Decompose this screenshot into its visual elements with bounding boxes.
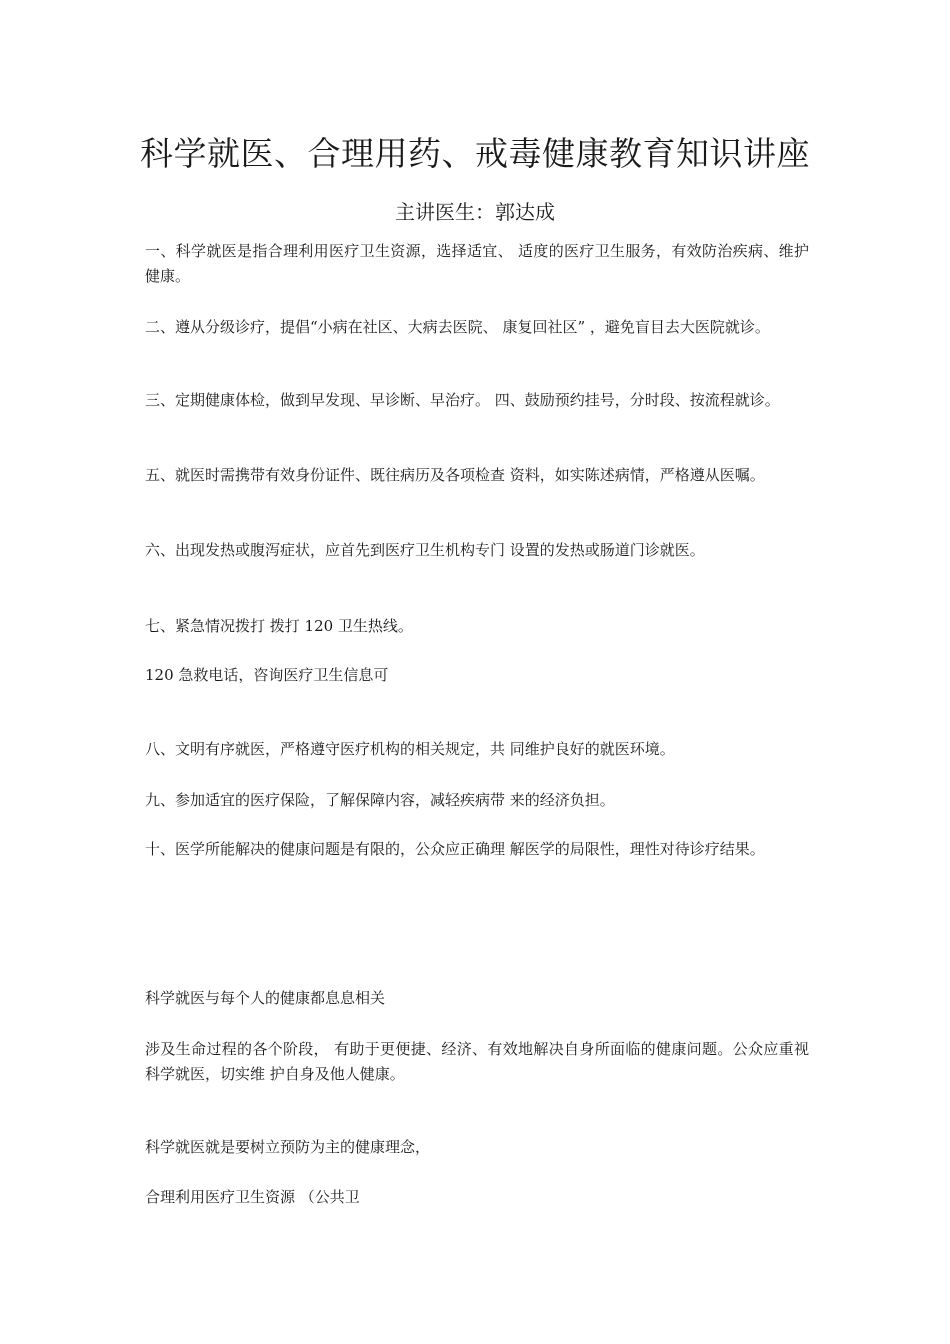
- paragraph-8: 八、文明有序就医，严格遵守医疗机构的相关规定，共 同维护良好的就医环境。: [145, 740, 675, 758]
- paragraph-10: 十、医学所能解决的健康问题是有限的，公众应正确理 解医学的局限性，理性对待诊疗结果。: [145, 840, 765, 858]
- paragraph-5: 六、出现发热或腹泻症状，应首先到医疗卫生机构专门 设置的发热或肠道门诊就医。: [145, 541, 705, 559]
- document-title: 科学就医、合理用药、戒毒健康教育知识讲座: [140, 134, 810, 173]
- paragraph-1: 一、科学就医是指合理利用医疗卫生资源，选择适宜、 适度的医疗卫生服务，有效防治疾病、维护健康。: [145, 242, 809, 285]
- paragraph-13: 科学就医就是要树立预防为主的健康理念，: [145, 1138, 431, 1156]
- paragraph-2: 二、遵从分级诊疗，提倡“小病在社区、大病去医院、 康复回社区” ，避免盲目去大医院就诊。: [145, 318, 770, 336]
- paragraph-4: 五、就医时需携带有效身份证件、既往病历及各项检查 资料，如实陈述病情，严格遵从医嘱。: [145, 466, 765, 484]
- document-subtitle: 主讲医生：郭达成: [395, 200, 555, 224]
- paragraph-3: 三、定期健康体检，做到早发现、早诊断、早治疗。 四、鼓励预约挂号，分时段、按流程就诊。: [145, 391, 780, 409]
- paragraph-7: 120 急救电话，咨询医疗卫生信息可: [145, 666, 389, 684]
- paragraph-12: 涉及生命过程的各个阶段， 有助于更便捷、经济、有效地解决自身所面临的健康问题。公众应重视科学就医，切实维 护自身及他人健康。: [145, 1040, 809, 1083]
- paragraph-14: 合理利用医疗卫生资源 （公共卫: [145, 1188, 360, 1206]
- paragraph-9: 九、参加适宜的医疗保险，了解保障内容，减轻疾病带 来的经济负担。: [145, 791, 615, 809]
- paragraph-11: 科学就医与每个人的健康都息息相关: [145, 989, 386, 1007]
- paragraph-6: 七、紧急情况拨打 拨打 120 卫生热线。: [145, 617, 413, 635]
